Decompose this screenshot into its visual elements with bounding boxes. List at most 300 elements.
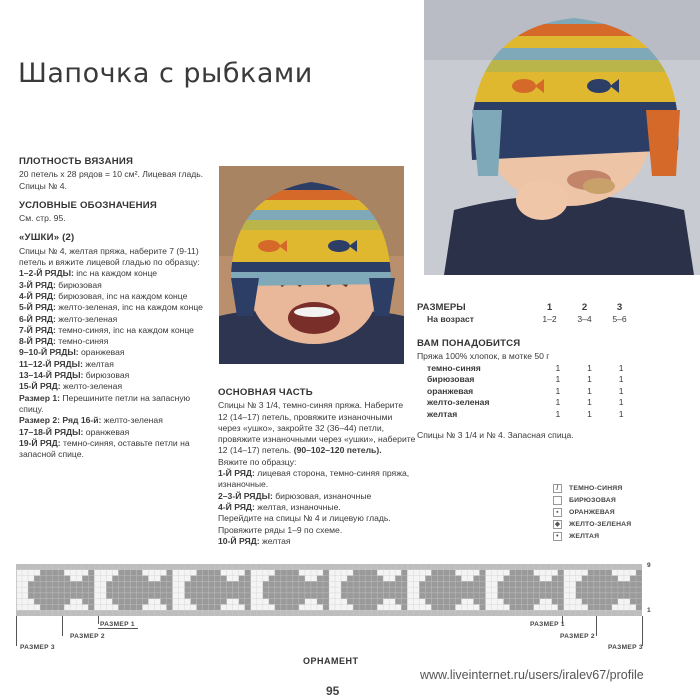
- chart-cell: [437, 576, 443, 582]
- chart-cell: [28, 564, 34, 570]
- chart-cell: [612, 599, 618, 605]
- ornament-grid: [16, 564, 642, 616]
- row-label: 4-Й РЯД:: [19, 290, 56, 301]
- chart-cell: [166, 587, 172, 593]
- chart-cell: [437, 581, 443, 587]
- chart-cell: [618, 610, 624, 616]
- chart-cell: [209, 570, 215, 576]
- chart-cell: [455, 610, 461, 616]
- chart-cell: [431, 593, 437, 599]
- chart-cell: [329, 610, 335, 616]
- chart-cell: [76, 581, 82, 587]
- materials-block: [417, 338, 647, 440]
- chart-cell: [287, 593, 293, 599]
- chart-cell: [52, 581, 58, 587]
- chart-cell: [245, 604, 251, 610]
- chart-cell: [552, 599, 558, 605]
- chart-cell: [257, 610, 263, 616]
- chart-cell: [28, 587, 34, 593]
- ears-rows-2: [19, 415, 214, 449]
- chart-cell: [443, 564, 449, 570]
- chart-cell: [305, 587, 311, 593]
- chart-cell: [479, 599, 485, 605]
- chart-cell: [528, 581, 534, 587]
- chart-cell: [160, 599, 166, 605]
- pattern-row: [19, 336, 214, 347]
- chart-cell: [558, 581, 564, 587]
- legend-item: [553, 508, 615, 517]
- chart-cell: [377, 593, 383, 599]
- chart-cell: [594, 587, 600, 593]
- chart-cell: [58, 593, 64, 599]
- chart-cell: [558, 576, 564, 582]
- chart-cell: [546, 593, 552, 599]
- row-text: темно-синяя, inc на каждом конце: [55, 324, 194, 335]
- row-label: 5-Й РЯД:: [19, 302, 56, 313]
- chart-cell: [221, 581, 227, 587]
- chart-cell: [449, 570, 455, 576]
- chart-cell: [52, 604, 58, 610]
- chart-cell: [46, 576, 52, 582]
- chart-cell: [377, 576, 383, 582]
- chart-cell: [359, 599, 365, 605]
- chart-cell: [203, 564, 209, 570]
- chart-cell: [455, 599, 461, 605]
- chart-cell: [118, 564, 124, 570]
- chart-cell: [395, 593, 401, 599]
- chart-cell: [588, 576, 594, 582]
- chart-cell: [239, 576, 245, 582]
- row-text: желтая: [259, 535, 291, 546]
- ears-size1-cont: спицу.: [19, 403, 44, 414]
- chart-cell: [239, 593, 245, 599]
- chart-cell: [516, 570, 522, 576]
- chart-cell: [34, 599, 40, 605]
- chart-cell: [34, 564, 40, 570]
- chart-cell: [479, 564, 485, 570]
- chart-cell: [76, 564, 82, 570]
- chart-cell: [40, 581, 46, 587]
- chart-cell: [534, 576, 540, 582]
- chart-cell: [377, 581, 383, 587]
- sizes-block: [417, 302, 647, 325]
- chart-cell: [401, 581, 407, 587]
- chart-cell: [191, 610, 197, 616]
- chart-cell: [449, 610, 455, 616]
- chart-cell: [467, 610, 473, 616]
- chart-cell: [498, 587, 504, 593]
- chart-cell: [46, 581, 52, 587]
- main-rows: [218, 468, 418, 479]
- chart-cell: [245, 610, 251, 616]
- chart-cell: [166, 581, 172, 587]
- chart-cell: [130, 570, 136, 576]
- chart-cell: [630, 587, 636, 593]
- chart-cell: [473, 581, 479, 587]
- pattern-row: [19, 427, 214, 438]
- page-title: Шапочка с рыбками: [18, 58, 313, 89]
- yarn-table: [417, 362, 637, 420]
- chart-cell: [281, 587, 287, 593]
- row-text: Перешините петли на запасную: [59, 392, 191, 403]
- chart-cell: [492, 564, 498, 570]
- chart-cell: [245, 564, 251, 570]
- chart-cell: [383, 610, 389, 616]
- chart-cell: [16, 564, 22, 570]
- chart-cell: [606, 564, 612, 570]
- legend-label: БИРЮЗОВАЯ: [569, 497, 616, 504]
- chart-cell: [473, 576, 479, 582]
- chart-cell: [636, 587, 642, 593]
- chart-cell: [522, 581, 528, 587]
- chart-cell: [528, 604, 534, 610]
- chart-cell: [510, 570, 516, 576]
- chart-cell: [100, 610, 106, 616]
- chart-cell: [371, 599, 377, 605]
- chart-cell: [353, 581, 359, 587]
- chart-cell: [558, 564, 564, 570]
- chart-cell: [437, 610, 443, 616]
- chart-cell: [437, 570, 443, 576]
- chart-cell: [233, 587, 239, 593]
- chart-cell: [558, 599, 564, 605]
- chart-cell: [203, 593, 209, 599]
- chart-cell: [498, 564, 504, 570]
- chart-cell: [191, 587, 197, 593]
- chart-cell: [534, 610, 540, 616]
- chart-cell: [582, 593, 588, 599]
- chart-cell: [245, 587, 251, 593]
- chart-cell: [443, 604, 449, 610]
- chart-cell: [534, 593, 540, 599]
- chart-cell: [136, 599, 142, 605]
- size-col: 2: [581, 302, 588, 314]
- chart-cell: [371, 576, 377, 582]
- pattern-row: [19, 325, 214, 336]
- chart-cell: [498, 581, 504, 587]
- chart-cell: [600, 570, 606, 576]
- yarn-qty: 1: [587, 397, 592, 408]
- chart-cell: [636, 593, 642, 599]
- chart-cell: [636, 564, 642, 570]
- row-label: 3-Й РЯД:: [19, 279, 56, 290]
- page-number: 95: [326, 684, 340, 698]
- chart-cell: [443, 610, 449, 616]
- chart-cell: [124, 604, 130, 610]
- chart-cell: [371, 581, 377, 587]
- chart-cell: [215, 593, 221, 599]
- chart-cell: [461, 564, 467, 570]
- chart-cell: [275, 587, 281, 593]
- chart-cell: [353, 610, 359, 616]
- row-text: оранжевая: [78, 347, 125, 358]
- chart-cell: [245, 581, 251, 587]
- chart-cell: [323, 599, 329, 605]
- main-line: [218, 445, 418, 456]
- chart-cell: [142, 576, 148, 582]
- chart-cell: [275, 570, 281, 576]
- pattern-row: [19, 438, 214, 449]
- chart-cell: [431, 576, 437, 582]
- chart-cell: [443, 570, 449, 576]
- legend-label: ТЕМНО-СИНЯЯ: [569, 485, 623, 492]
- chart-cell: [160, 587, 166, 593]
- chart-cell: [305, 610, 311, 616]
- size-col: 1: [546, 302, 553, 314]
- chart-cell: [40, 564, 46, 570]
- chart-cell: [606, 587, 612, 593]
- chart-cell: [311, 593, 317, 599]
- chart-cell: [317, 593, 323, 599]
- chart-cell: [516, 576, 522, 582]
- chart-cell: [281, 593, 287, 599]
- chart-cell: [588, 587, 594, 593]
- main-part-column: [218, 387, 418, 547]
- size3-right-label: РАЗМЕР 3: [608, 644, 643, 651]
- chart-cell: [22, 564, 28, 570]
- row-text: желто-зеленая, inc на каждом конце: [55, 302, 203, 313]
- chart-cell: [269, 581, 275, 587]
- chart-cell: [365, 576, 371, 582]
- chart-cell: [504, 564, 510, 570]
- chart-cell: [52, 599, 58, 605]
- chart-cell: [323, 610, 329, 616]
- chart-cell: [510, 604, 516, 610]
- chart-cell: [197, 599, 203, 605]
- chart-cell: [82, 587, 88, 593]
- yarn-qty: 1: [618, 397, 624, 408]
- chart-cell: [467, 581, 473, 587]
- chart-cell: [564, 610, 570, 616]
- chart-cell: [148, 610, 154, 616]
- chart-cell: [46, 593, 52, 599]
- chart-cell: [510, 587, 516, 593]
- chart-cell: [191, 593, 197, 599]
- chart-cell: [142, 564, 148, 570]
- chart-cell: [88, 610, 94, 616]
- chart-cell: [636, 570, 642, 576]
- pattern-row: [19, 268, 214, 279]
- chart-cell: [58, 587, 64, 593]
- chart-cell: [528, 576, 534, 582]
- chart-cell: [588, 610, 594, 616]
- chart-cell: [64, 576, 70, 582]
- chart-cell: [233, 564, 239, 570]
- ornament-chart: [16, 564, 642, 616]
- chart-cell: [359, 604, 365, 610]
- chart-cell: [287, 581, 293, 587]
- main-line: через «ушко», закройте 32 (36–44) петли,: [218, 422, 385, 433]
- chart-cell: [522, 593, 528, 599]
- chart-cell: [323, 570, 329, 576]
- chart-cell: [546, 564, 552, 570]
- chart-cell: [221, 593, 227, 599]
- chart-cell: [311, 564, 317, 570]
- chart-cell: [401, 587, 407, 593]
- chart-cell: [52, 593, 58, 599]
- chart-cell: [479, 581, 485, 587]
- chart-cell: [76, 593, 82, 599]
- chart-cell: [407, 564, 413, 570]
- legend-symbol: /: [553, 484, 562, 493]
- legend-symbol: [553, 496, 562, 505]
- chart-cell: [588, 593, 594, 599]
- chart-cell: [76, 610, 82, 616]
- chart-cell: [112, 581, 118, 587]
- chart-cell: [160, 581, 166, 587]
- chart-cell: [606, 593, 612, 599]
- chart-cell: [281, 599, 287, 605]
- chart-cell: [449, 604, 455, 610]
- row-text: inc на каждом конце: [73, 268, 158, 279]
- chart-cell: [558, 587, 564, 593]
- chart-cell: [377, 599, 383, 605]
- chart-cell: [431, 587, 437, 593]
- chart-cell: [425, 576, 431, 582]
- chart-cell: [347, 587, 353, 593]
- chart-cell: [40, 570, 46, 576]
- chart-cell: [64, 599, 70, 605]
- chart-cell: [395, 610, 401, 616]
- chart-cell: [287, 604, 293, 610]
- ears-intro: петель и вяжите лицевой гладью по образцу:: [19, 257, 200, 268]
- chart-cell: [233, 581, 239, 587]
- chart-cell: [401, 576, 407, 582]
- chart-cell: [166, 564, 172, 570]
- chart-cell: [106, 564, 112, 570]
- legend-symbol: ◆: [554, 521, 561, 528]
- chart-cell: [516, 564, 522, 570]
- chart-cell: [166, 570, 172, 576]
- chart-cell: [425, 581, 431, 587]
- chart-cell: [203, 610, 209, 616]
- pattern-row: [19, 370, 214, 381]
- row-text: темно-синяя, оставьте петли на: [60, 437, 190, 448]
- chart-cell: [70, 564, 76, 570]
- chart-cell: [449, 576, 455, 582]
- chart-cell: [130, 576, 136, 582]
- chart-cell: [52, 576, 58, 582]
- size3-left-tick: [16, 616, 17, 646]
- chart-cell: [118, 604, 124, 610]
- chart-cell: [600, 593, 606, 599]
- chart-cell: [118, 587, 124, 593]
- chart-cell: [618, 587, 624, 593]
- chart-cell: [160, 576, 166, 582]
- chart-cell: [299, 599, 305, 605]
- chart-cell: [124, 599, 130, 605]
- pattern-row: [218, 491, 418, 502]
- chart-cell: [449, 599, 455, 605]
- chart-cell: [34, 576, 40, 582]
- chart-cell: [317, 564, 323, 570]
- chart-cell: [58, 570, 64, 576]
- chart-cell: [389, 593, 395, 599]
- row-label: 1–2-Й РЯДЫ:: [19, 268, 74, 279]
- yarn-qty: 1: [618, 362, 624, 373]
- chart-cell: [606, 610, 612, 616]
- chart-cell: [479, 576, 485, 582]
- chart-cell: [287, 570, 293, 576]
- chart-cell: [504, 581, 510, 587]
- density-heading: ПЛОТНОСТЬ ВЯЗАНИЯ: [19, 156, 134, 167]
- chart-cell: [576, 564, 582, 570]
- chart-cell: [612, 581, 618, 587]
- chart-cell: [630, 610, 636, 616]
- chart-cell: [148, 587, 154, 593]
- chart-cell: [124, 581, 130, 587]
- chart-cell: [106, 587, 112, 593]
- row-label: Размер 1:: [19, 392, 60, 403]
- chart-cell: [64, 593, 70, 599]
- chart-cell: [281, 576, 287, 582]
- row-label: 9–10-Й РЯДЫ:: [19, 347, 79, 358]
- chart-cell: [70, 610, 76, 616]
- row-label: 7-Й РЯД:: [19, 324, 56, 335]
- chart-cell: [528, 593, 534, 599]
- chart-cell: [353, 604, 359, 610]
- chart-cell: [504, 593, 510, 599]
- chart-cell: [203, 570, 209, 576]
- chart-cell: [112, 593, 118, 599]
- pattern-row: [19, 291, 214, 302]
- chart-cell: [455, 581, 461, 587]
- chart-cell: [52, 564, 58, 570]
- chart-cell: [401, 604, 407, 610]
- chart-cell: [130, 564, 136, 570]
- chart-cell: [197, 576, 203, 582]
- chart-cell: [395, 576, 401, 582]
- chart-caption: ОРНАМЕНТ: [303, 656, 359, 666]
- chart-cell: [293, 604, 299, 610]
- chart-cell: [395, 581, 401, 587]
- chart-cell: [136, 581, 142, 587]
- chart-cell: [88, 593, 94, 599]
- chart-cell: [70, 593, 76, 599]
- chart-cell: [203, 581, 209, 587]
- chart-cell: [275, 610, 281, 616]
- chart-cell: [82, 564, 88, 570]
- chart-cell: [588, 564, 594, 570]
- chart-cell: [606, 576, 612, 582]
- yarn-row: [417, 385, 637, 397]
- chart-cell: [630, 576, 636, 582]
- yarn-qty: 1: [555, 408, 561, 419]
- chart-cell: [516, 604, 522, 610]
- chart-cell: [612, 587, 618, 593]
- chart-cell: [600, 576, 606, 582]
- chart-cell: [534, 587, 540, 593]
- chart-cell: [215, 587, 221, 593]
- chart-cell: [197, 604, 203, 610]
- sizes-heading: РАЗМЕРЫ: [417, 302, 466, 314]
- chart-cell: [209, 610, 215, 616]
- row-text: лицевая сторона, темно-синяя пряжа,: [254, 468, 410, 479]
- chart-cell: [498, 593, 504, 599]
- chart-cell: [389, 610, 395, 616]
- chart-cell: [419, 581, 425, 587]
- chart-cell: [185, 587, 191, 593]
- chart-cell: [455, 576, 461, 582]
- legend-item: [553, 532, 599, 541]
- row-label: 2–3-Й РЯДЫ:: [218, 490, 273, 501]
- chart-cell: [371, 593, 377, 599]
- chart-cell: [136, 610, 142, 616]
- chart-cell: [323, 576, 329, 582]
- chart-cell: [58, 564, 64, 570]
- chart-cell: [516, 599, 522, 605]
- chart-cell: [311, 587, 317, 593]
